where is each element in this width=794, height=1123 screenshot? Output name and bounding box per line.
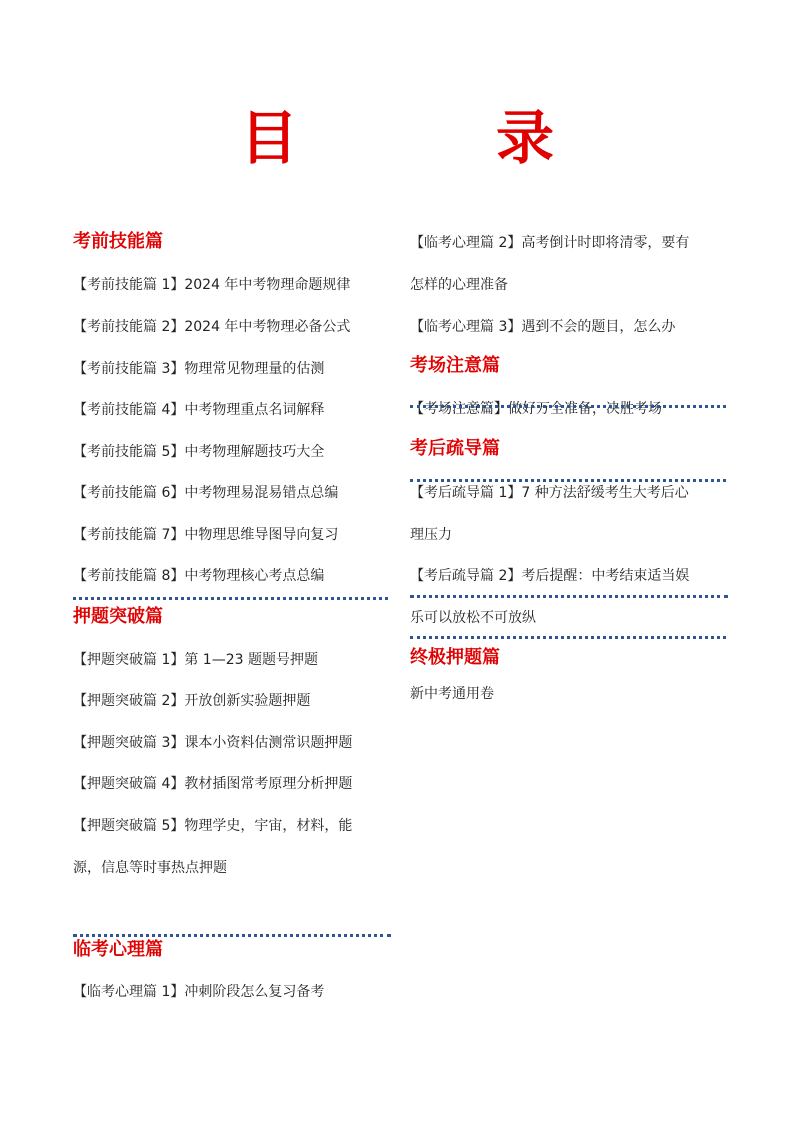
- toc-entry[interactable]: 【考后疏导篇 1】7 种方法舒缓考生大考后心: [410, 485, 689, 501]
- toc-entry[interactable]: 【考前技能篇 4】中考物理重点名词解释: [73, 402, 325, 418]
- toc-entry[interactable]: 【考前技能篇 1】2024 年中考物理命题规律: [73, 277, 351, 293]
- toc-entry-continued[interactable]: 源，信息等时事热点押题: [73, 860, 227, 876]
- toc-entry-continued[interactable]: 怎样的心理准备: [410, 277, 508, 293]
- page-title: 目 录: [239, 104, 624, 172]
- section-heading-post-exam-guidance[interactable]: 考后疏导篇: [410, 438, 500, 459]
- section-heading-final-predictions[interactable]: 终极押题篇: [410, 647, 500, 668]
- toc-entry[interactable]: 【考前技能篇 6】中考物理易混易错点总编: [73, 485, 339, 501]
- toc-entry-continued[interactable]: 理压力: [410, 527, 452, 543]
- dotted-divider: [73, 597, 388, 600]
- toc-entry[interactable]: 【押题突破篇 5】物理学史，宇宙，材料，能: [73, 818, 353, 834]
- toc-entry[interactable]: 【临考心理篇 1】冲刺阶段怎么复习备考: [73, 984, 325, 1000]
- dotted-divider: [410, 405, 726, 408]
- dotted-divider: [73, 934, 391, 937]
- section-heading-exam-psychology[interactable]: 临考心理篇: [73, 939, 163, 960]
- dotted-divider: [410, 595, 728, 598]
- toc-entry[interactable]: 【临考心理篇 3】遇到不会的题目，怎么办: [410, 319, 676, 335]
- toc-entry[interactable]: 【考前技能篇 3】物理常见物理量的估测: [73, 361, 325, 377]
- toc-entry[interactable]: 【考后疏导篇 2】考后提醒：中考结束适当娱: [410, 568, 690, 584]
- dotted-divider: [410, 636, 726, 639]
- toc-entry[interactable]: 【押题突破篇 4】教材插图常考原理分析押题: [73, 776, 353, 792]
- toc-entry[interactable]: 【考前技能篇 2】2024 年中考物理必备公式: [73, 319, 351, 335]
- toc-entry[interactable]: 【考场注意篇】做好万全准备，决胜考场: [410, 401, 662, 417]
- toc-entry[interactable]: 【考前技能篇 8】中考物理核心考点总编: [73, 568, 325, 584]
- toc-entry-continued[interactable]: 乐可以放松不可放纵: [410, 610, 536, 626]
- section-heading-exam-skills[interactable]: 考前技能篇: [73, 231, 163, 252]
- toc-entry[interactable]: 【押题突破篇 1】第 1—23 题题号押题: [73, 652, 318, 668]
- section-heading-exam-room-notes[interactable]: 考场注意篇: [410, 355, 500, 376]
- dotted-divider: [410, 479, 726, 482]
- section-heading-predicted-questions[interactable]: 押题突破篇: [73, 606, 163, 627]
- toc-entry[interactable]: 【临考心理篇 2】高考倒计时即将清零，要有: [410, 235, 690, 251]
- toc-entry[interactable]: 新中考通用卷: [410, 686, 494, 702]
- toc-entry[interactable]: 【考前技能篇 5】中考物理解题技巧大全: [73, 444, 325, 460]
- toc-entry[interactable]: 【考前技能篇 7】中物理思维导图导向复习: [73, 527, 339, 543]
- toc-entry[interactable]: 【押题突破篇 3】课本小资料估测常识题押题: [73, 735, 353, 751]
- toc-entry[interactable]: 【押题突破篇 2】开放创新实验题押题: [73, 693, 311, 709]
